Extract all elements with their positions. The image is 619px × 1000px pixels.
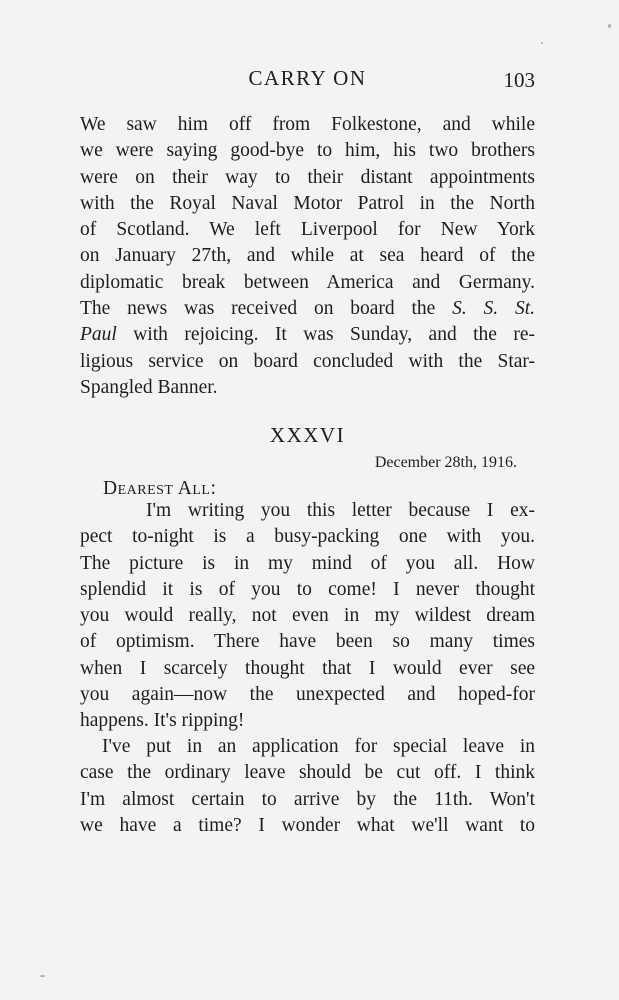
- scan-speck: [608, 24, 611, 28]
- text-line: happens. It's ripping!: [80, 710, 245, 732]
- running-head: CARRY ON: [248, 66, 367, 90]
- text-run: The news was received on board the: [80, 298, 453, 320]
- text-line: we have a time? I wonder what we'll want to: [80, 814, 535, 836]
- ship-name-italic: S. S. St.: [452, 298, 535, 320]
- page-number: 103: [503, 68, 535, 92]
- paragraph-3: [80, 734, 535, 839]
- text-line: of optimism. There have been so many times: [80, 631, 535, 653]
- text-line: We saw him off from Folkestone, and while: [80, 114, 535, 135]
- text-run: with rejoicing. It was Sunday, and the re-: [116, 324, 535, 346]
- text-line: Spangled Banner.: [80, 376, 218, 398]
- text-line: case the ordinary leave should be cut off. I think: [80, 762, 535, 784]
- text-line: diplomatic break between America and Germany.: [80, 271, 535, 293]
- text-line: of Scotland. We left Liverpool for New York: [80, 219, 535, 241]
- text-line: on January 27th, and while at sea heard of the: [80, 245, 535, 267]
- text-line: you would really, not even in my wildest dream: [80, 605, 535, 627]
- salutation: Dearest All:: [103, 478, 217, 499]
- page-header: [80, 66, 535, 96]
- letter-date: December 28th, 1916.: [374, 454, 517, 471]
- text-line: I'm almost certain to arrive by the 11th. Won't: [80, 788, 535, 810]
- scan-speck: [541, 42, 543, 44]
- text-line: with the Royal Naval Motor Patrol in the North: [80, 192, 535, 214]
- text-line: The picture is in my mind of you all. How: [80, 552, 535, 574]
- text-line: pect to-night is a busy-packing one with you.: [80, 526, 535, 548]
- text-line: you again—now the unexpected and hoped-for: [80, 684, 535, 706]
- text-line: when I scarcely thought that I would ever see: [80, 657, 535, 679]
- paragraph-2: [80, 498, 535, 735]
- text-line: were on their way to their distant appointments: [80, 166, 535, 188]
- letter-heading: XXXVI: [269, 423, 346, 447]
- scan-speck: [40, 975, 45, 977]
- text-line: splendid it is of you to come! I never thought: [80, 578, 535, 600]
- text-line: ligious service on board concluded with the Star-: [80, 350, 535, 372]
- text-line: I've put in an application for special leave in: [102, 736, 535, 757]
- ship-name-italic: Paul: [80, 324, 117, 346]
- text-line: I'm writing you this letter because I ex-: [146, 500, 535, 521]
- paragraph-1: [80, 112, 535, 401]
- text-line: we were saying good-bye to him, his two brothers: [80, 140, 535, 162]
- text-line: [80, 322, 535, 348]
- text-line: [80, 296, 535, 322]
